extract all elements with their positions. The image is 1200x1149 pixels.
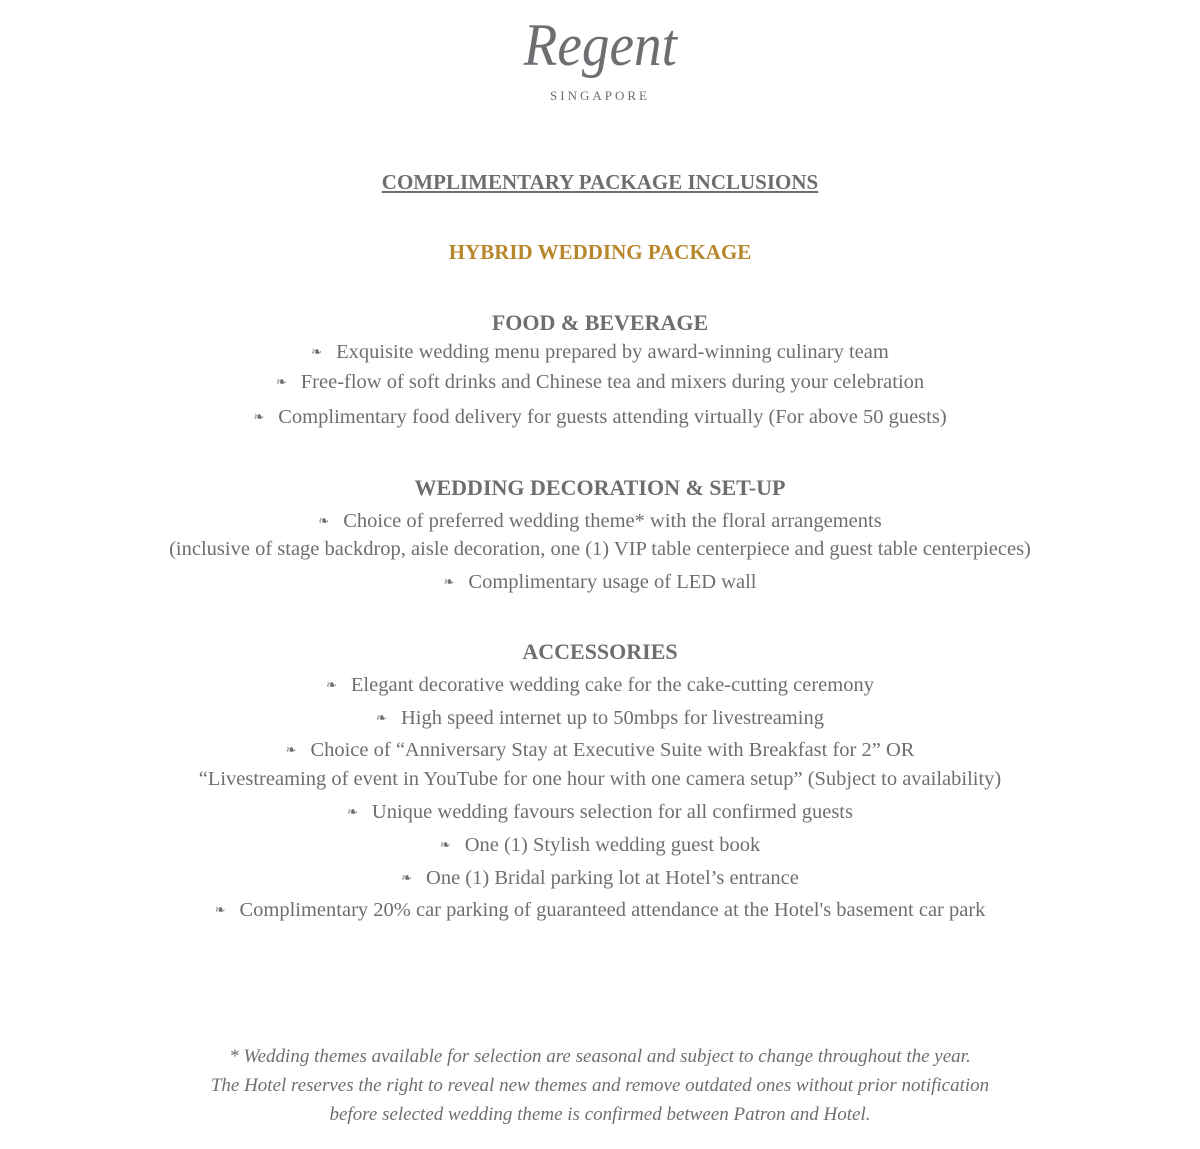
ornamental-swirl-icon: ❧: [347, 804, 358, 819]
ornamental-swirl-icon: ❧: [439, 837, 451, 852]
logo-wordmark: Regent: [523, 12, 677, 78]
ornamental-swirl-icon: ❧: [285, 742, 297, 757]
ornamental-swirl-icon: ❧: [214, 902, 226, 917]
regent-logo: [0, 10, 1200, 104]
list-item: ❧ Free-flow of soft drinks and Chinese tea and mixers during your celebration: [275, 371, 925, 393]
list-item: ❧ Choice of “Anniversary Stay at Executive Suite with Breakfast for 2” OR: [285, 739, 915, 761]
ornamental-swirl-icon: ❧: [443, 574, 455, 589]
list-item: ❧ Complimentary usage of LED wall: [443, 571, 757, 593]
list-item: ❧ Exquisite wedding menu prepared by award-winning culinary team: [311, 341, 889, 363]
list-item: ❧ Complimentary food delivery for guests attending virtually (For above 50 guests): [253, 406, 947, 428]
list-item: ❧ Complimentary 20% car parking of guaranteed attendance at the Hotel's basement car park: [214, 899, 986, 921]
section-title-decoration: WEDDING DECORATION & SET-UP: [414, 475, 786, 500]
package-title: HYBRID WEDDING PACKAGE: [448, 240, 752, 264]
ornamental-swirl-icon: ❧: [253, 409, 265, 424]
ornamental-swirl-icon: ❧: [401, 870, 413, 885]
list-item: ❧ Elegant decorative wedding cake for the cake-cutting ceremony: [326, 674, 874, 696]
ornamental-swirl-icon: ❧: [311, 344, 323, 359]
footnote-line: * Wedding themes available for selection are seasonal and subject to change throughout the year.: [229, 1046, 971, 1067]
logo-location: SINGAPORE: [550, 88, 650, 103]
ornamental-swirl-icon: ❧: [326, 677, 337, 692]
list-item: ❧ High speed internet up to 50mbps for livestreaming: [376, 707, 824, 729]
list-item: ❧ Choice of preferred wedding theme* with the floral arrangements: [318, 510, 882, 532]
list-item-continuation: (inclusive of stage backdrop, aisle decoration, one (1) VIP table centerpiece and guest table centerpieces): [169, 538, 1031, 560]
list-item: ❧ One (1) Bridal parking lot at Hotel’s entrance: [401, 867, 799, 889]
section-title-food: FOOD & BEVERAGE: [491, 310, 709, 335]
list-item-continuation: “Livestreaming of event in YouTube for one hour with one camera setup” (Subject to availability): [198, 768, 1002, 790]
ornamental-swirl-icon: ❧: [318, 513, 330, 528]
page-title: COMPLIMENTARY PACKAGE INCLUSIONS: [381, 170, 819, 194]
footnote-line: before selected wedding theme is confirmed between Patron and Hotel.: [329, 1104, 871, 1125]
section-title-accessories: ACCESSORIES: [522, 639, 678, 664]
footnote-line: The Hotel reserves the right to reveal new themes and remove outdated ones without prior notification: [210, 1075, 990, 1096]
list-item: ❧ Unique wedding favours selection for all confirmed guests: [347, 801, 853, 823]
ornamental-swirl-icon: ❧: [376, 710, 387, 725]
list-item: ❧ One (1) Stylish wedding guest book: [439, 834, 761, 856]
ornamental-swirl-icon: ❧: [275, 374, 287, 389]
